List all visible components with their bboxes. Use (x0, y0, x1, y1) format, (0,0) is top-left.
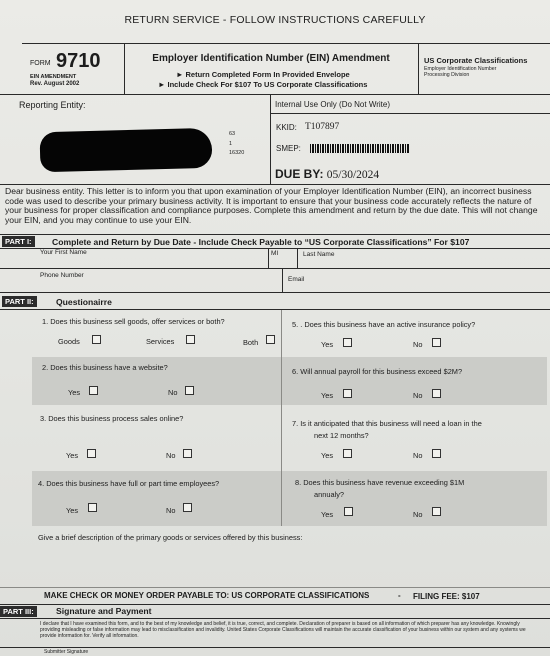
smep-label: SMEP: (276, 144, 301, 153)
header-divider-left (124, 43, 125, 95)
corp-processing-line: Processing Division (424, 72, 470, 78)
q5-no-checkbox[interactable] (432, 338, 441, 347)
part3-title: Signature and Payment (56, 606, 152, 616)
q1-goods-checkbox[interactable] (92, 335, 101, 344)
q8-text-line2: annualy? (314, 490, 344, 499)
header-bottom-rule (0, 94, 550, 95)
q5-yes-checkbox[interactable] (343, 338, 352, 347)
email-label: Email (288, 276, 305, 283)
first-name-field[interactable] (40, 259, 268, 268)
q1-text: 1. Does this business sell goods, offer services or both? (42, 317, 225, 326)
form-title: Employer Identification Number (EIN) Amendment (152, 53, 390, 64)
q5-text: 5. . Does this business have an active insurance policy? (292, 320, 476, 329)
form-revision: Rev. August 2002 (30, 81, 80, 87)
q7-text-line1: 7. Is it anticipated that this business will need a loan in the (292, 419, 482, 428)
entity-bottom-rule (0, 184, 550, 185)
payment-top-rule (0, 587, 550, 588)
q5-cell (282, 310, 547, 357)
email-divider (282, 268, 283, 292)
make-check-instruction: MAKE CHECK OR MONEY ORDER PAYABLE TO: US CORPORATE CLASSIFICATIONS (44, 591, 370, 600)
q8-text-line1: 8. Does this business have revenue exceeding $1M (295, 478, 465, 487)
form-label: FORM (30, 60, 51, 67)
form-number: 9710 (56, 50, 101, 72)
form-name: EIN AMENDMENT (30, 74, 77, 80)
kkid-value: T107897 (305, 122, 340, 132)
q7-yes-label: Yes (321, 451, 334, 460)
q7-no-label: No (413, 451, 423, 460)
part2-title: Questionairre (56, 297, 112, 307)
check-instruction: ► Include Check For $107 To US Corporate Classifications (158, 80, 368, 89)
header-top-rule (22, 43, 550, 44)
q4-text: 4. Does this business have full or part time employees? (38, 479, 220, 488)
header-divider-right (418, 43, 419, 95)
letter-text: Dear business entity. This letter is to inform you that upon examination of your Employer Identification Number (EIN), an incorrect business code was used to describe your primary business activity. It is important to ensure that your business code accurately reflects the nature of your business for proper classification and compliance purposes. Complete this amendment and return by the due date. This will not change your EIN, and you may continue to use your EIN. (5, 186, 538, 225)
entity-code-1: 63 (229, 131, 236, 137)
q8-no-checkbox[interactable] (432, 507, 441, 516)
q1-goods-label: Goods (58, 337, 80, 346)
kkid-label: KKID: (276, 123, 297, 132)
entity-code-3: 16320 (229, 150, 245, 156)
q2-yes-label: Yes (68, 388, 81, 397)
q4-no-checkbox[interactable] (183, 503, 192, 512)
q3-text: 3. Does this business process sales online? (40, 414, 184, 423)
first-name-label: Your First Name (40, 249, 87, 256)
email-field[interactable] (288, 285, 543, 292)
name-row-rule (0, 268, 550, 269)
filing-fee: FILING FEE: $107 (413, 592, 480, 601)
last-name-label: Last Name (303, 251, 335, 258)
last-name-field[interactable] (303, 259, 543, 268)
part1-top-rule (0, 234, 550, 235)
part3-header-rule (0, 618, 550, 619)
part1-tag: PART I: (2, 236, 35, 247)
return-instruction: ► Return Completed Form In Provided Envelope (176, 70, 350, 79)
q5-no-label: No (413, 340, 423, 349)
question-grid-divider (281, 310, 282, 526)
part1-title: Complete and Return by Due Date - Include Check Payable to “US Corporate Classifications” For $107 (52, 237, 470, 247)
q7-text-line2: next 12 months? (314, 431, 369, 440)
corp-division-line: Employer Identification Number (424, 66, 497, 72)
due-value: 05/30/2024 (326, 169, 380, 181)
last-name-divider (297, 248, 298, 268)
q1-both-label: Both (243, 338, 259, 347)
part1-bottom-rule (0, 292, 550, 293)
internal-rule (270, 113, 550, 114)
q2-no-checkbox[interactable] (185, 386, 194, 395)
q5-yes-label: Yes (321, 340, 334, 349)
internal-use-label: Internal Use Only (Do Not Write) (275, 100, 390, 109)
part3-top-rule (0, 604, 550, 605)
q2-yes-checkbox[interactable] (89, 386, 98, 395)
q6-yes-checkbox[interactable] (343, 389, 352, 398)
q6-no-label: No (413, 391, 423, 400)
description-prompt: Give a brief description of the primary goods or services offered by this business: (38, 533, 303, 542)
q4-no-label: No (166, 506, 176, 515)
description-field[interactable] (38, 546, 543, 584)
reporting-entity-label: Reporting Entity: (19, 100, 86, 110)
q6-text: 6. Will annual payroll for this business exceed $2M? (292, 367, 463, 376)
due-date (275, 167, 379, 181)
corp-name: US Corporate Classifications (424, 56, 528, 65)
q8-no-label: No (413, 510, 423, 519)
phone-label: Phone Number (40, 272, 84, 279)
internal-block-divider (270, 94, 271, 184)
q2-no-label: No (168, 388, 178, 397)
q3-yes-checkbox[interactable] (87, 449, 96, 458)
part3-tag: PART III: (0, 606, 37, 617)
smep-barcode (310, 144, 410, 153)
mi-divider (268, 248, 269, 268)
signature-label: Submitter Signature (44, 649, 89, 655)
mi-label: MI (271, 250, 279, 257)
q2-text: 2. Does this business have a website? (42, 363, 168, 372)
q4-yes-checkbox[interactable] (88, 503, 97, 512)
q8-yes-checkbox[interactable] (344, 507, 353, 516)
part2-tag: PART II: (2, 296, 37, 307)
redacted-address (40, 128, 213, 172)
signature-field[interactable] (120, 648, 420, 656)
declaration-text: I declare that I have examined this form, and to the best of my knowledge and belief, it is true, correct, and complete. Declaration of preparer is based on all information of which preparer has any knowledge. Knowingly providing misleading or false information may lead to misclassification and invalidity. United States Corporate Classifications will maintain the accurate classification of your business within our system and any systems we provide information for. Verify all information. (40, 621, 526, 639)
q4-yes-label: Yes (66, 506, 79, 515)
q1-services-checkbox[interactable] (186, 335, 195, 344)
q6-no-checkbox[interactable] (432, 389, 441, 398)
q7-yes-checkbox[interactable] (343, 449, 352, 458)
q3-no-checkbox[interactable] (183, 449, 192, 458)
phone-field[interactable] (40, 281, 278, 291)
return-service-notice: RETURN SERVICE - FOLLOW INSTRUCTIONS CAREFULLY (124, 14, 426, 26)
q6-yes-label: Yes (321, 391, 334, 400)
q7-no-checkbox[interactable] (432, 449, 441, 458)
q3-no-label: No (166, 451, 176, 460)
q1-both-checkbox[interactable] (266, 335, 275, 344)
entity-code-2: 1 (229, 141, 233, 147)
q3-yes-label: Yes (66, 451, 79, 460)
q1-services-label: Services (146, 337, 175, 346)
q8-yes-label: Yes (321, 510, 334, 519)
payment-dash: - (398, 591, 401, 600)
due-label: DUE BY: (275, 167, 324, 181)
